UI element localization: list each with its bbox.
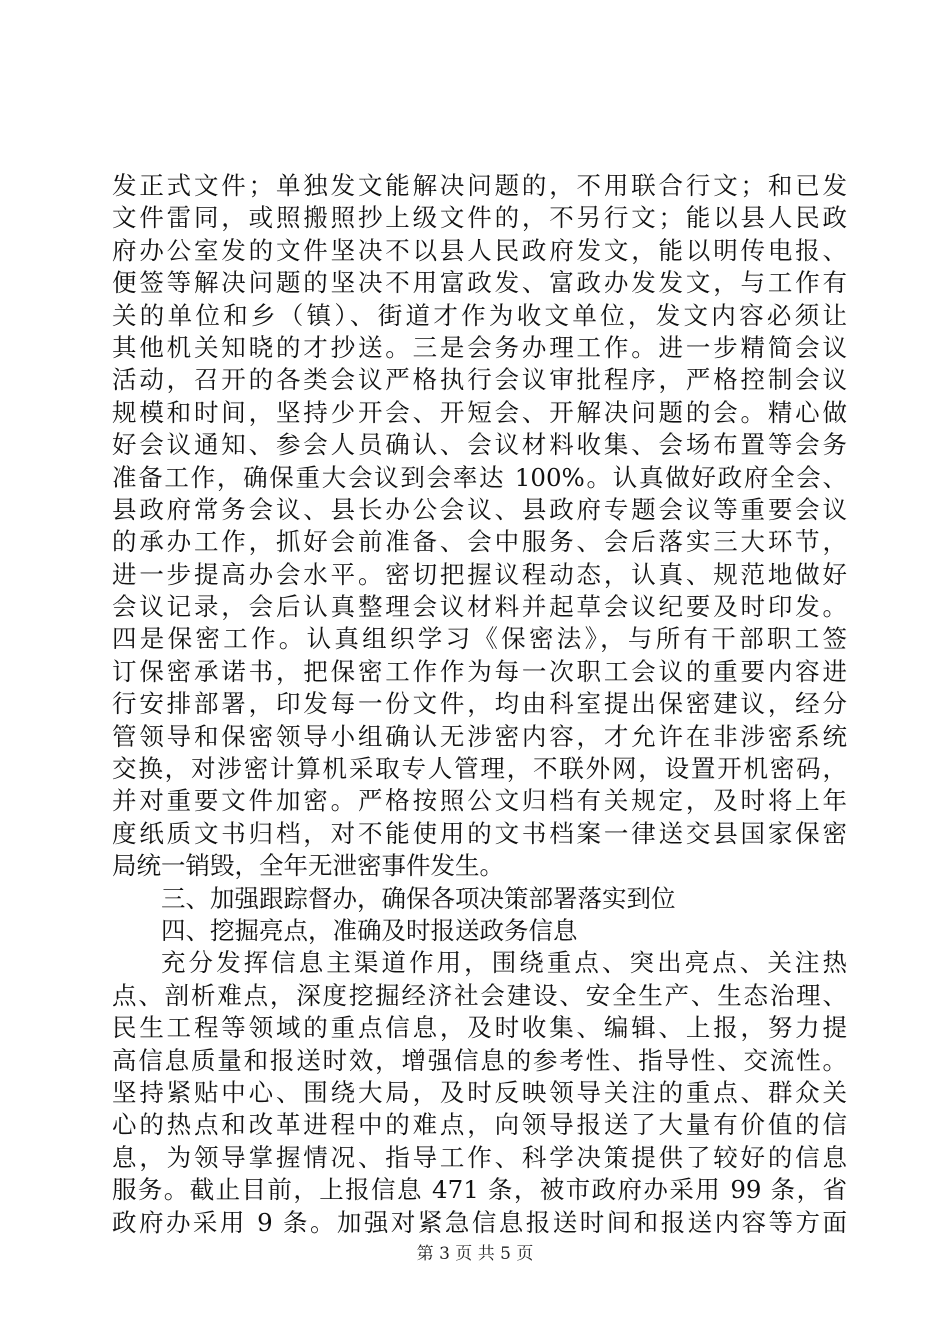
text-line: 文件雷同，或照搬照抄上级文件的，不另行文；能以县人民政 xyxy=(112,203,847,233)
text-line: 府办公室发的文件坚决不以县人民政府发文，能以明传电报、 xyxy=(112,235,847,265)
text-line: 规模和时间，坚持少开会、开短会、开解决问题的会。精心做 xyxy=(112,397,847,427)
text-line: 四、挖掘亮点，准确及时报送政务信息 xyxy=(161,915,578,945)
text-line: 三、加强跟踪督办，确保各项决策部署落实到位 xyxy=(161,883,676,913)
text-line: 活动，召开的各类会议严格执行会议审批程序，严格控制会议 xyxy=(112,365,847,395)
text-line: 高信息质量和报送时效，增强信息的参考性、指导性、交流性。 xyxy=(112,1045,847,1075)
text-line: 准备工作，确保重大会议到会率达 100%。认真做好政府全会、 xyxy=(112,462,847,492)
text-line: 行安排部署，印发每一份文件，均由科室提出保密建议，经分 xyxy=(112,689,847,719)
text-line: 服务。截止目前，上报信息 471 条，被市政府办采用 99 条，省 xyxy=(112,1175,847,1205)
text-line: 管领导和保密领导小组确认无涉密内容，才允许在非涉密系统 xyxy=(112,721,847,751)
text-line: 好会议通知、参会人员确认、会议材料收集、会场布置等会务 xyxy=(112,430,847,460)
text-line: 坚持紧贴中心、围绕大局，及时反映领导关注的重点、群众关 xyxy=(112,1077,847,1107)
text-line: 息，为领导掌握情况、指导工作、科学决策提供了较好的信息 xyxy=(112,1142,847,1172)
text-line: 交换，对涉密计算机采取专人管理，不联外网，设置开机密码， xyxy=(112,754,847,784)
text-line: 关的单位和乡（镇）、街道才作为收文单位，发文内容必须让 xyxy=(112,300,847,330)
text-line: 四是保密工作。认真组织学习《保密法》，与所有干部职工签 xyxy=(112,624,847,654)
text-line: 政府办采用 9 条。加强对紧急信息报送时间和报送内容等方面 xyxy=(112,1207,847,1237)
text-line: 进一步提高办会水平。密切把握议程动态，认真、规范地做好 xyxy=(112,559,847,589)
text-line: 发正式文件；单独发文能解决问题的，不用联合行文；和已发 xyxy=(112,171,847,200)
text-line: 度纸质文书归档，对不能使用的文书档案一律送交县国家保密 xyxy=(112,818,847,848)
text-line: 其他机关知晓的才抄送。三是会务办理工作。进一步精简会议 xyxy=(112,332,847,362)
text-line: 便签等解决问题的坚决不用富政发、富政办发发文，与工作有 xyxy=(112,268,847,298)
text-line: 民生工程等领域的重点信息，及时收集、编辑、上报，努力提 xyxy=(112,1013,847,1043)
text-line: 并对重要文件加密。严格按照公文归档有关规定，及时将上年 xyxy=(112,786,847,816)
text-line: 充分发挥信息主渠道作用，围绕重点、突出亮点、关注热 xyxy=(161,948,847,978)
text-line: 县政府常务会议、县长办公会议、县政府专题会议等重要会议 xyxy=(112,494,847,524)
text-line: 点、剖析难点，深度挖掘经济社会建设、安全生产、生态治理、 xyxy=(112,980,847,1010)
text-line: 的承办工作，抓好会前准备、会中服务、会后落实三大环节， xyxy=(112,527,847,557)
text-line: 订保密承诺书，把保密工作作为每一次职工会议的重要内容进 xyxy=(112,656,847,686)
document-body xyxy=(112,170,847,1239)
text-line: 心的热点和改革进程中的难点，向领导报送了大量有价值的信 xyxy=(112,1110,847,1140)
page-footer: 第 3 页 共 5 页 xyxy=(416,1244,534,1264)
text-line: 局统一销毁，全年无泄密事件发生。 xyxy=(112,851,504,881)
text-line: 会议记录，会后认真整理会议材料并起草会议纪要及时印发。 xyxy=(112,592,847,622)
